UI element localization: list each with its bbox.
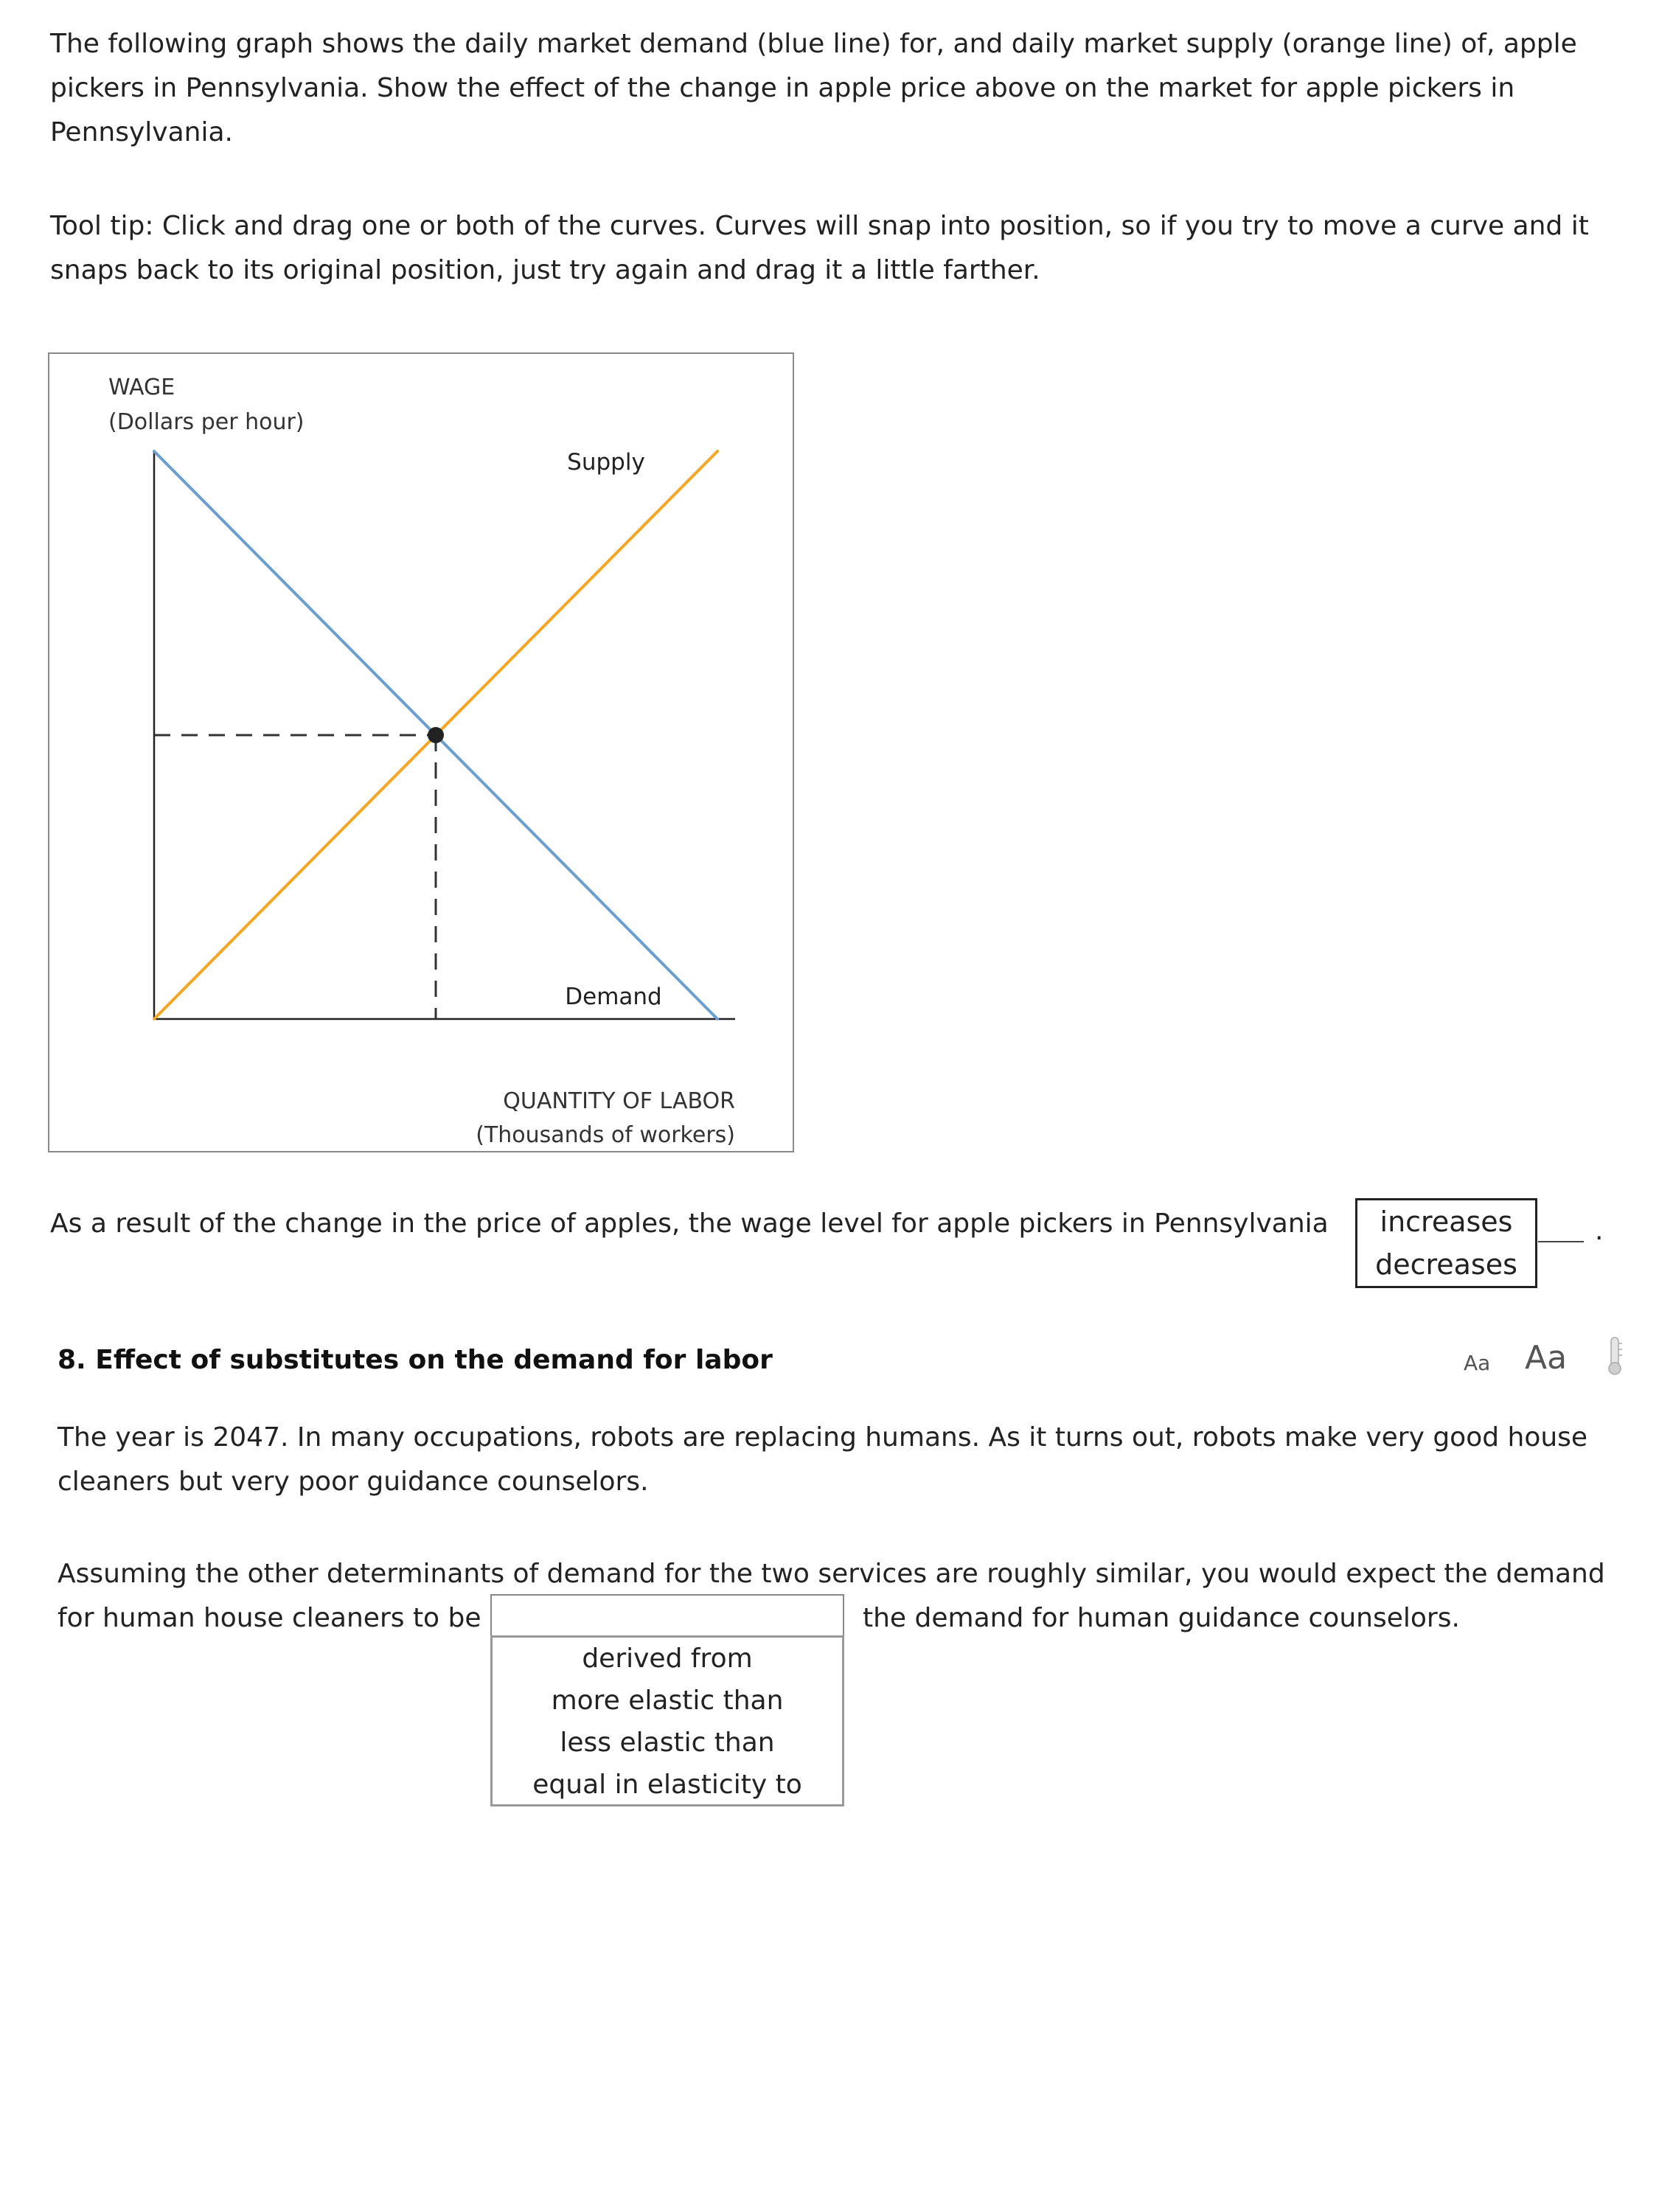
sentence-period: .: [1595, 1216, 1604, 1246]
font-size-large-button[interactable]: Aa: [1525, 1339, 1568, 1377]
thermometer-icon[interactable]: [1604, 1336, 1626, 1376]
supply-demand-graph: [49, 354, 793, 1151]
graph-panel: [48, 352, 794, 1152]
option-less-elastic[interactable]: less elastic than: [560, 1728, 775, 1758]
answer-blank-line: [1538, 1241, 1584, 1242]
x-axis-unit: (Thousands of workers): [476, 1122, 735, 1148]
elasticity-answer-field[interactable]: [490, 1594, 844, 1637]
wage-direction-dropdown[interactable]: [1355, 1198, 1537, 1288]
equilibrium-point: [428, 727, 444, 743]
demand-curve-label: Demand: [565, 984, 662, 1010]
question-elasticity-line2: for human house cleaners to be: [58, 1603, 481, 1633]
question-elasticity-line1: Assuming the other determinants of demand for the two services are roughly similar, you would expect the demand: [58, 1559, 1605, 1589]
option-more-elastic[interactable]: more elastic than: [551, 1686, 784, 1716]
question-wage-level: As a result of the change in the price of apples, the wage level for apple pickers in Pennsylvania: [50, 1208, 1329, 1239]
robots-paragraph: The year is 2047. In many occupations, robots are replacing humans. As it turns out, robots make very good house cleaners but very poor guidance counselors.: [58, 1422, 1588, 1497]
elasticity-dropdown[interactable]: [490, 1635, 844, 1806]
option-derived-from[interactable]: derived from: [582, 1644, 753, 1674]
supply-curve-label: Supply: [567, 449, 645, 476]
y-axis-unit: (Dollars per hour): [108, 409, 305, 435]
font-size-small-button[interactable]: Aa: [1464, 1351, 1491, 1375]
option-decreases[interactable]: decreases: [1375, 1248, 1517, 1281]
option-equal-elasticity[interactable]: equal in elasticity to: [532, 1770, 802, 1800]
section-heading: 8. Effect of substitutes on the demand for labor: [58, 1345, 773, 1375]
intro-paragraph: The following graph shows the daily market demand (blue line) for, and daily market supply (orange line) of, apple pickers in Pennsylvania. Show the effect of the change in apple price above on the market for apple pickers in Pennsylvania.: [50, 29, 1577, 147]
y-axis-label: WAGE: [108, 375, 175, 400]
x-axis-label: QUANTITY OF LABOR: [503, 1088, 735, 1114]
question-elasticity-line3: the demand for human guidance counselors.: [863, 1603, 1460, 1633]
tooltip-paragraph: Tool tip: Click and drag one or both of the curves. Curves will snap into position, so if you try to move a curve and it snaps back to its original position, just try again and drag it a little farther.: [50, 211, 1589, 285]
option-increases[interactable]: increases: [1380, 1206, 1513, 1238]
